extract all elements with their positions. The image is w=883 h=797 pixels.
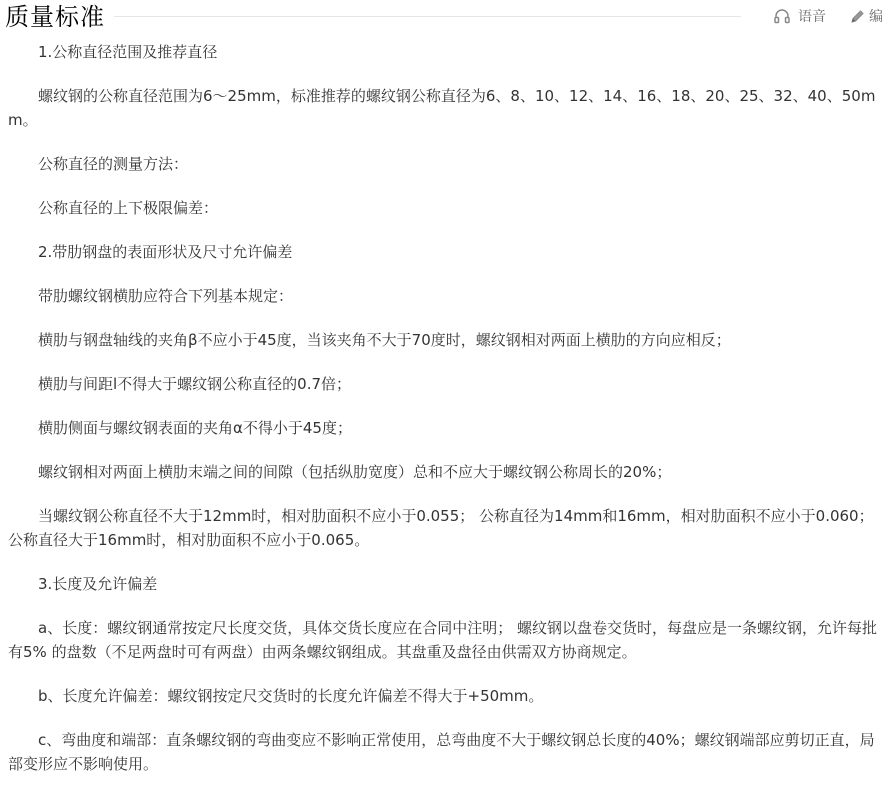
pencil-icon bbox=[850, 9, 865, 24]
paragraph: 横肋与钢盘轴线的夹角β不应小于45度，当该夹角不大于70度时，螺纹钢相对两面上横肋的方向应相反； bbox=[38, 331, 731, 349]
title-divider bbox=[114, 16, 741, 17]
section-header bbox=[0, 0, 881, 34]
paragraph: c、弯曲度和端部：直条螺纹钢的弯曲变应不影响正常使用，总弯曲度不大于螺纹钢总长度的40%；螺纹钢端部应剪切正直，局部变形应不影响使用。 bbox=[8, 731, 875, 773]
voice-label: 语音 bbox=[798, 9, 826, 25]
paragraph: 螺纹钢的公称直径范围为6～25mm，标准推荐的螺纹钢公称直径为6、8、10、12、14、16、18、20、25、32、40、50mm。 bbox=[8, 87, 876, 129]
subheading-3: 3.长度及允许偏差 bbox=[38, 575, 158, 593]
paragraph: 当螺纹钢公称直径不大于12mm时，相对肋面积不应小于0.055； 公称直径为14mm和16mm，相对肋面积不应小于0.060；公称直径大于16mm时，相对肋面积不应小于0.065。 bbox=[8, 507, 874, 549]
paragraph: b、长度允许偏差：螺纹钢按定尺交货时的长度允许偏差不得大于+50mm。 bbox=[38, 687, 544, 705]
article-body bbox=[8, 40, 880, 796]
paragraph: 公称直径的上下极限偏差： bbox=[38, 199, 219, 217]
header-tools bbox=[774, 6, 883, 26]
paragraph: 横肋侧面与螺纹钢表面的夹角α不得小于45度； bbox=[38, 419, 352, 437]
headphones-icon bbox=[774, 9, 790, 24]
paragraph: 螺纹钢相对两面上横肋末端之间的间隙（包括纵肋宽度）总和不应大于螺纹钢公称周长的20%； bbox=[38, 463, 672, 481]
paragraph: 公称直径的测量方法： bbox=[38, 155, 189, 173]
paragraph: 横肋与间距l不得大于螺纹钢公称直径的0.7倍； bbox=[38, 375, 352, 393]
paragraph: a、长度：螺纹钢通常按定尺长度交货，具体交货长度应在合同中注明； 螺纹钢以盘卷交货时，每盘应是一条螺纹钢，允许每批有5% 的盘数（不足两盘时可有两盘）由两条螺纹钢组成。其盘重及盘径由供需双方协商规定。 bbox=[8, 619, 877, 661]
edit-button[interactable] bbox=[850, 6, 883, 26]
paragraph: 带肋螺纹钢横肋应符合下列基本规定： bbox=[38, 287, 294, 305]
edit-label: 编 bbox=[869, 9, 883, 25]
subheading-2: 2.带肋钢盘的表面形状及尺寸允许偏差 bbox=[38, 243, 293, 261]
voice-button[interactable] bbox=[774, 6, 826, 26]
subheading-1: 1.公称直径范围及推荐直径 bbox=[38, 43, 218, 61]
section-title: 质量标准 bbox=[5, 3, 105, 31]
